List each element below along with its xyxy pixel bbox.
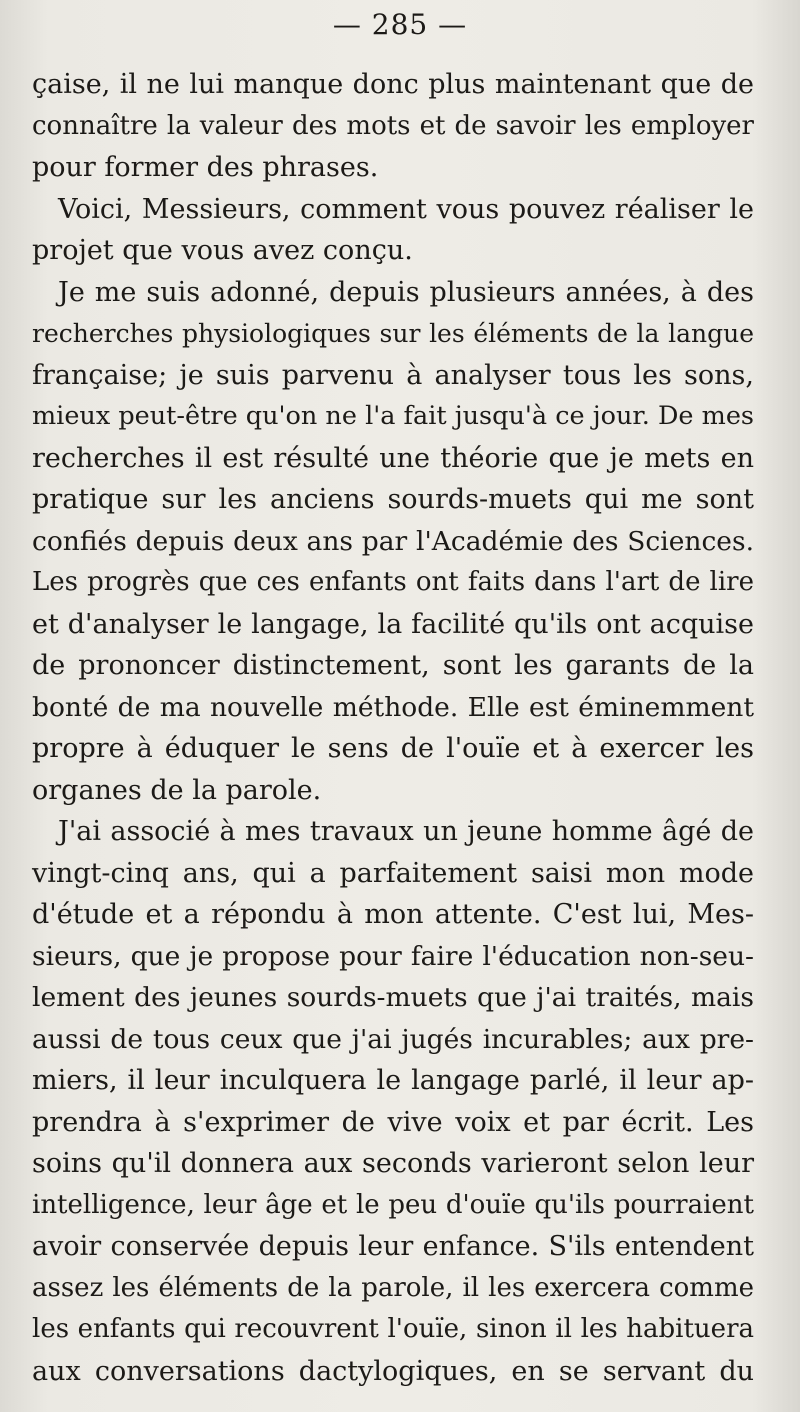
text-line: miers, il leur inculquera le langage parlé, il leur ap- (32, 1065, 754, 1096)
text-line: sieurs, que je propose pour faire l'éducation non-seu- (32, 940, 754, 972)
text-line: projet que vous avez conçu. (32, 235, 413, 266)
text-line: Je me suis adonné, depuis plusieurs années, à des (58, 276, 754, 308)
text-line: les enfants qui recouvrent l'ouïe, sinon il les habituera (32, 1314, 754, 1344)
text-line: pratique sur les anciens sourds-muets qui me sont (32, 484, 754, 515)
text-line: confiés depuis deux ans par l'Académie des Sciences. (32, 525, 754, 557)
page-body-text (32, 64, 754, 1392)
text-line: aux conversations dactylogiques, en se servant du (32, 1355, 754, 1387)
text-line: çaise, il ne lui manque donc plus maintenant que de (32, 69, 754, 100)
text-line: J'ai associé à mes travaux un jeune homme âgé de (58, 816, 754, 847)
text-line: prendra à s'exprimer de vive voix et par écrit. Les (32, 1106, 754, 1138)
text-line: recherches physiologiques sur les éléments de la langue (32, 319, 754, 348)
text-line: avoir conservée depuis leur enfance. S'ils entendent (32, 1231, 754, 1262)
text-line: connaître la valeur des mots et de savoir les employer (32, 110, 754, 141)
text-line: aussi de tous ceux que j'ai jugés incurables; aux pre- (32, 1023, 754, 1055)
text-line: organes de la parole. (32, 774, 322, 806)
text-line: de prononcer distinctement, sont les garants de la (32, 650, 754, 681)
text-line: assez les éléments de la parole, il les exercera comme (32, 1272, 754, 1303)
text-line: Les progrès que ces enfants ont faits dans l'art de lire (32, 567, 754, 597)
text-line: mieux peut-être qu'on ne l'a fait jusqu'à ce jour. De mes (32, 401, 754, 431)
text-line: Voici, Messieurs, comment vous pouvez réaliser le (58, 193, 754, 225)
text-line: bonté de ma nouvelle méthode. Elle est éminemment (32, 691, 754, 723)
text-line: française; je suis parvenu à analyser tous les sons, (32, 359, 754, 391)
text-line: propre à éduquer le sens de l'ouïe et à exercer les (32, 733, 754, 764)
text-line: et d'analyser le langage, la facilité qu'ils ont acquise (32, 608, 754, 640)
text-line: vingt-cinq ans, qui a parfaitement saisi mon mode (32, 857, 754, 889)
page-number-header: — 285 — (332, 8, 468, 41)
text-line: recherches il est résulté une théorie que je mets en (32, 442, 754, 474)
text-line: d'étude et a répondu à mon attente. C'est lui, Mes- (32, 899, 754, 930)
text-line: pour former des phrases. (32, 152, 379, 183)
text-line: lement des jeunes sourds-muets que j'ai traités, mais (32, 982, 754, 1013)
text-line: intelligence, leur âge et le peu d'ouïe qu'ils pourraient (32, 1189, 754, 1220)
text-line: soins qu'il donnera aux seconds varieront selon leur (32, 1148, 754, 1179)
